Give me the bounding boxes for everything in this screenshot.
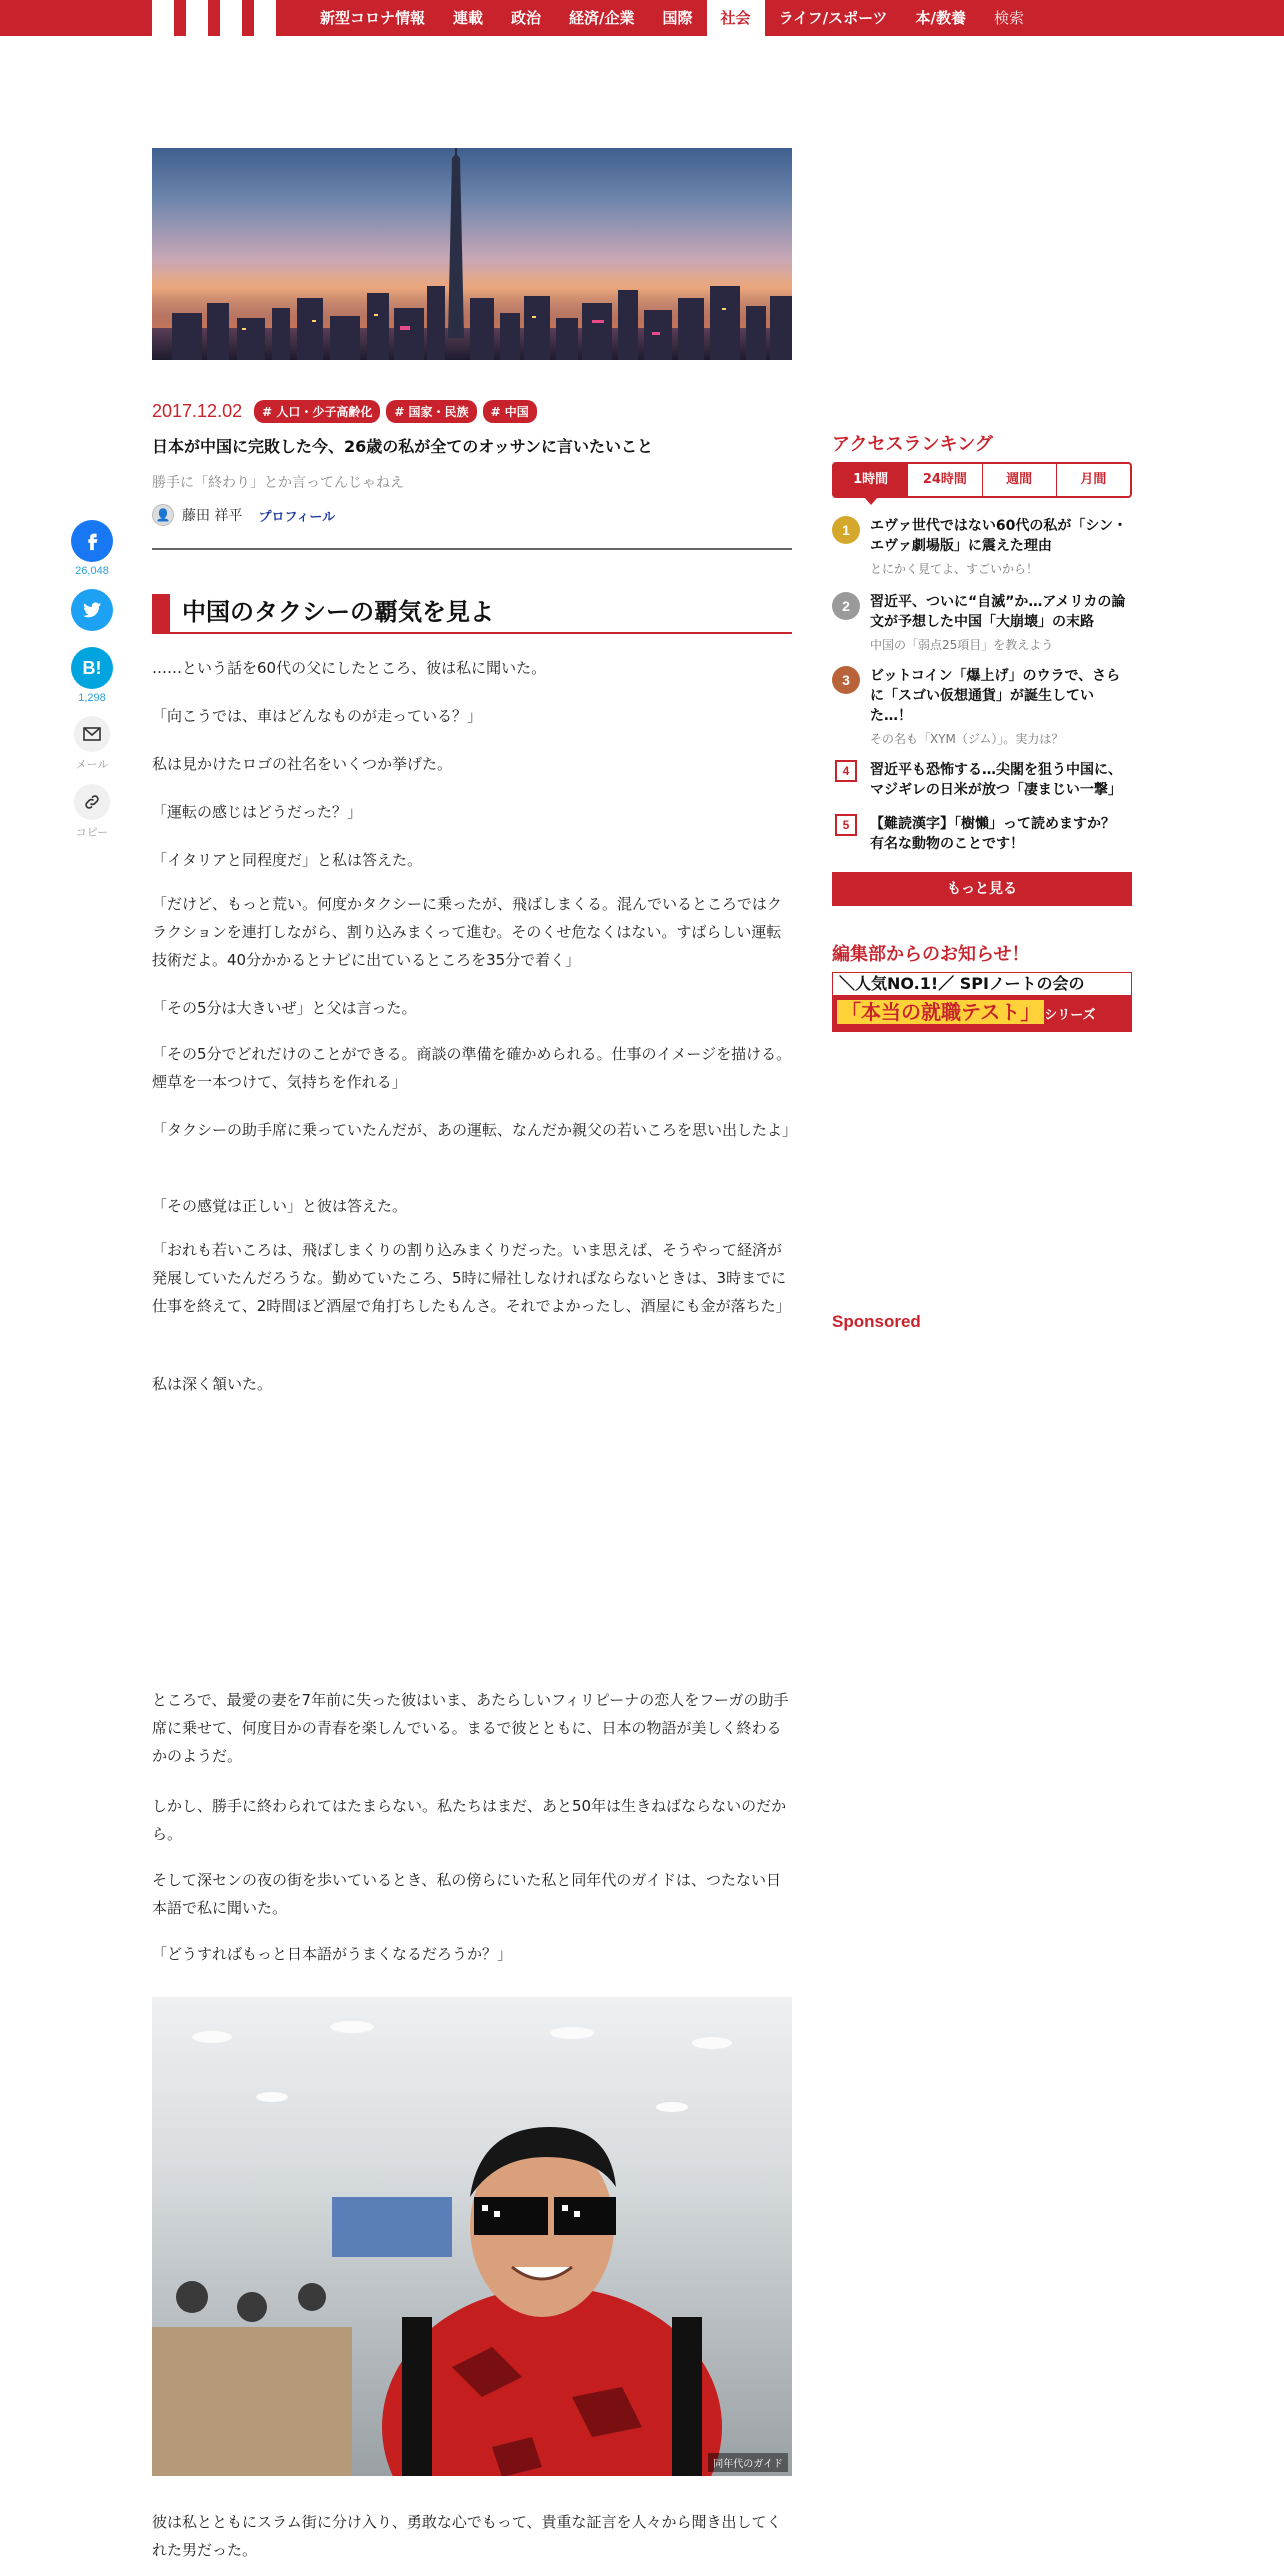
guide-photo-illustration xyxy=(152,1997,792,2476)
skyline-illustration xyxy=(152,148,792,360)
paragraph: しかし、勝手に終わられてはたまらない。私たちはまだ、あと50年は生きねばならないのだから。 xyxy=(152,1797,787,1843)
rank-badge: 4 xyxy=(835,760,857,782)
copy-link-button[interactable] xyxy=(74,784,110,820)
paragraph: 彼は私とともにスラム街に分け入り、勇敢な心でもって、貴重な証言を人々から聞き出してくれた男だった。 xyxy=(152,2513,782,2559)
tab-weekly[interactable]: 週間 xyxy=(983,464,1057,496)
nav-menu xyxy=(306,0,1038,36)
site-logo[interactable] xyxy=(152,0,290,36)
tab-24hours[interactable]: 24時間 xyxy=(908,464,982,496)
article-subtitle: 勝手に「終わり」とか言ってんじゃねえ xyxy=(152,475,404,491)
copy-label: コピー xyxy=(75,826,109,839)
hero-image-city-skyline xyxy=(152,148,792,360)
ranking-tabs xyxy=(832,462,1132,498)
ranking-item-body xyxy=(870,814,1132,854)
rank-badge-bronze: 3 xyxy=(832,666,860,694)
ranking-item[interactable] xyxy=(832,760,1132,800)
mail-label: メール xyxy=(75,758,109,771)
ranking-title: アクセスランキング xyxy=(832,434,993,455)
notice-title: 編集部からのお知らせ！ xyxy=(832,944,1030,965)
nav-item-series[interactable]: 連載 xyxy=(453,9,484,27)
more-ranking-button[interactable]: もっと見る xyxy=(832,872,1132,906)
paragraph: 「その感覚は正しい」と彼は答えた。 xyxy=(152,1197,408,1215)
facebook-share-count: 26,048 xyxy=(75,565,109,577)
paragraph: 「運転の感じはどうだった？」 xyxy=(152,803,363,821)
hatena-bookmark-count: 1,298 xyxy=(78,692,106,704)
sponsored-label: Sponsored xyxy=(832,1312,921,1331)
nav-item-society[interactable]: 社会 xyxy=(707,0,765,36)
tag-china[interactable]: # 中国 xyxy=(483,400,537,423)
mail-icon xyxy=(83,727,101,741)
tab-1hour[interactable]: 1時間 xyxy=(834,464,908,496)
author-name[interactable]: 藤田 祥平 xyxy=(182,508,243,524)
article-title: 日本が中国に完敗した今、26歳の私が全てのオッサンに言いたいこと xyxy=(152,437,653,456)
article-meta xyxy=(152,400,792,423)
rank-badge-gold: 1 xyxy=(832,516,860,544)
hatena-icon: B! xyxy=(82,657,102,678)
paragraph: 「おれも若いころは、飛ばしまくりの割り込みまくりだった。いま思えば、そうやって経済が発展していたんだろうな。勤めていたころ、5時に帰社しなければならないときは、3時までに仕事を終えて、2時間ほど酒屋で角打ちしたもんさ。それでよかったし、酒屋にも金が落ちた」 xyxy=(152,1241,791,1315)
paragraph: 「その5分は大きいぜ」と父は言った。 xyxy=(152,999,417,1017)
ranking-item-body xyxy=(870,760,1132,800)
photo-caption: 同年代のガイド xyxy=(708,2453,788,2472)
ranking-item-body xyxy=(870,516,1132,577)
ranking-item-body xyxy=(870,666,1132,747)
paragraph: ……という話を60代の父にしたところ、彼は私に聞いた。 xyxy=(152,659,547,677)
nav-item-books[interactable]: 本/教養 xyxy=(915,9,967,27)
top-navigation-bar xyxy=(0,0,1284,36)
ranking-item-subtitle: とにかく見てよ、すごいから！ xyxy=(870,562,1039,576)
article-photo-guide xyxy=(152,1997,792,2476)
mail-share-button[interactable] xyxy=(74,716,110,752)
twitter-icon xyxy=(81,599,103,621)
ranking-item[interactable] xyxy=(832,592,1132,653)
paragraph: 「その5分でどれだけのことができる。商談の準備を確かめられる。仕事のイメージを描ける。煙草を一本つけて、気持ちを作れる」 xyxy=(152,1045,792,1091)
ranking-item[interactable] xyxy=(832,666,1132,747)
ranking-item-title[interactable]: エヴァ世代ではない60代の私が「シン・エヴァ劇場版」に震えた理由 xyxy=(870,518,1127,554)
nav-item-politics[interactable]: 政治 xyxy=(511,9,542,27)
ranking-item[interactable] xyxy=(832,814,1132,854)
hatena-bookmark-button[interactable] xyxy=(71,647,113,689)
header-divider xyxy=(152,548,792,550)
banner-highlight: 「本当の就職テスト」 xyxy=(837,1000,1044,1024)
section-heading: 中国のタクシーの覇気を見よ xyxy=(152,594,792,634)
search-link[interactable]: 検索 xyxy=(994,9,1025,27)
author-avatar[interactable]: 👤 xyxy=(152,504,174,526)
link-icon xyxy=(83,793,101,811)
article-date: 2017.12.02 xyxy=(152,401,243,421)
facebook-icon xyxy=(81,530,103,552)
nav-item-economy[interactable]: 経済/企業 xyxy=(569,9,635,27)
paragraph: 私は見かけたロゴの社名をいくつか挙げた。 xyxy=(152,755,453,773)
ranking-item-body xyxy=(870,592,1132,653)
ranking-item-title[interactable]: 習近平、ついに“自滅”か…アメリカの論文が予想した中国「大崩壊」の末路 xyxy=(870,594,1126,630)
tag-population[interactable]: # 人口・少子高齢化 xyxy=(254,400,380,423)
paragraph: そして深センの夜の街を歩いているとき、私の傍らにいた私と同年代のガイドは、つたない日本語で私に聞いた。 xyxy=(152,1871,781,1917)
nav-item-corona[interactable]: 新型コロナ情報 xyxy=(320,9,426,27)
banner-bottom xyxy=(833,995,1131,1031)
banner-suffix: シリーズ xyxy=(1044,1008,1096,1023)
ranking-item-subtitle: その名も「XYM（ジム）」。実力は？ xyxy=(870,732,1064,746)
nav-item-life-sports[interactable]: ライフ/スポーツ xyxy=(778,9,888,27)
nav-item-international[interactable]: 国際 xyxy=(662,9,693,27)
banner-top-text: ＼人気NO.1!／ SPIノートの会の xyxy=(839,974,1085,993)
facebook-share-button[interactable] xyxy=(71,520,113,562)
paragraph: 「どうすればもっと日本語がうまくなるだろうか？」 xyxy=(152,1945,513,1963)
tab-monthly[interactable]: 月間 xyxy=(1080,472,1107,487)
ranking-item-title[interactable]: 【難読漢字】「樹懶」って読めますか？ 有名な動物のことです！ xyxy=(870,816,1129,852)
paragraph: 私は深く頷いた。 xyxy=(152,1375,273,1393)
ranking-item-title[interactable]: ビットコイン「爆上げ」のウラで、さらに「スゴい仮想通貨」が誕生していた…！ xyxy=(870,668,1121,724)
rank-badge: 5 xyxy=(835,814,857,836)
profile-link[interactable]: プロフィール xyxy=(258,509,336,525)
tag-nation[interactable]: # 国家・民族 xyxy=(386,400,476,423)
ranking-item-subtitle: 中国の「弱点25項目」を教えよう xyxy=(870,638,1054,652)
ranking-item-title[interactable]: 習近平も恐怖する…尖閣を狙う中国に、マジギレの日米が放つ「凄まじい一撃」 xyxy=(870,762,1122,798)
share-column xyxy=(70,520,114,852)
spi-note-banner[interactable] xyxy=(832,972,1132,1032)
paragraph: 「向こうでは、車はどんなものが走っている？」 xyxy=(152,707,483,725)
author-row xyxy=(152,504,335,526)
ranking-item[interactable] xyxy=(832,516,1132,577)
twitter-share-button[interactable] xyxy=(71,589,113,631)
paragraph: 「タクシーの助手席に乗っていたんだが、あの運転、なんだか親父の若いころを思い出したよ」 xyxy=(152,1121,798,1139)
paragraph: ところで、最愛の妻を7年前に失った彼はいま、あたらしいフィリピーナの恋人をフーガの助手席に乗せて、何度目かの青春を楽しんでいる。まるで彼とともに、日本の物語が美しく終わるかのようだ。 xyxy=(152,1691,789,1765)
paragraph: 「だけど、もっと荒い。何度かタクシーに乗ったが、飛ばしまくる。混んでいるところではクラクションを連打しながら、割り込みまくって進む。そのくせ危なくはない。すばらしい運転技術だよ。40分かかるとナビに出ているところを35分で着く」 xyxy=(152,895,782,969)
paragraph: 「イタリアと同程度だ」と私は答えた。 xyxy=(152,851,423,869)
rank-badge-silver: 2 xyxy=(832,592,860,620)
